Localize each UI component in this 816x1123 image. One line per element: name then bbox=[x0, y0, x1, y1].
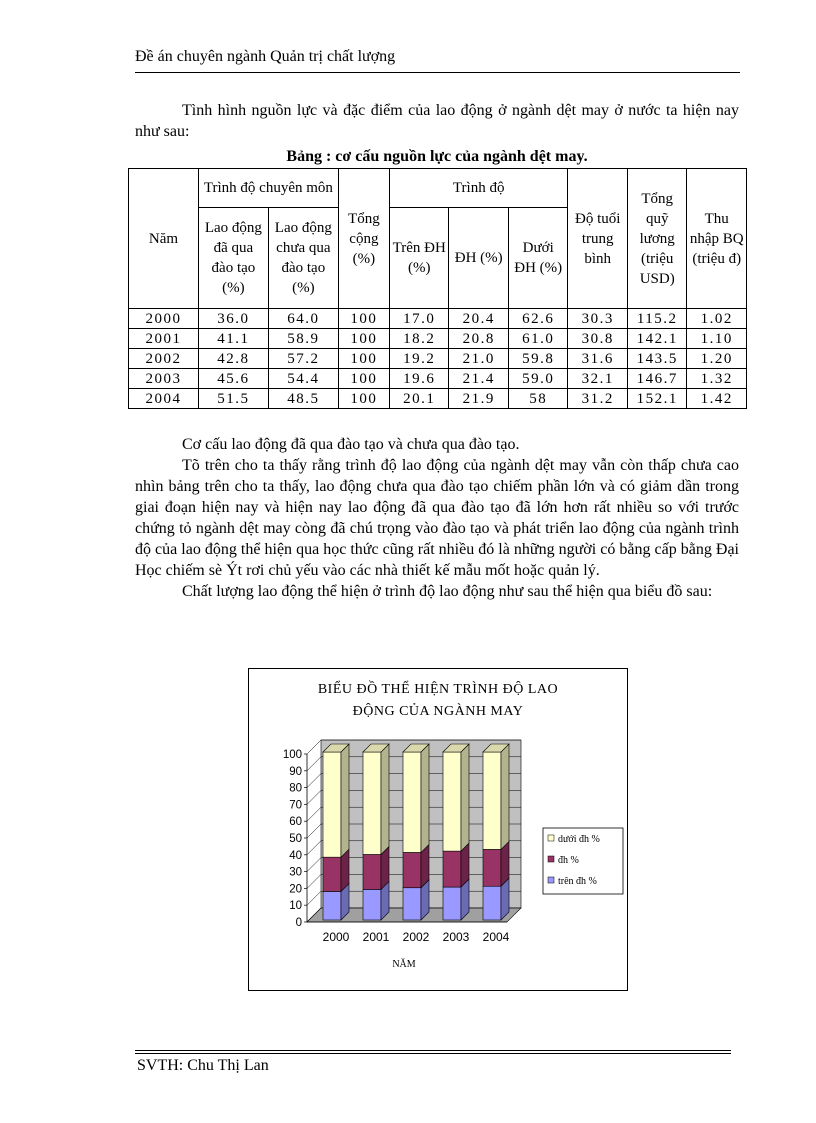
table-cell: 100 bbox=[338, 389, 389, 409]
table-row bbox=[129, 369, 747, 389]
bar-segment bbox=[323, 752, 341, 857]
table-cell: 41.1 bbox=[198, 329, 268, 349]
body-text bbox=[135, 434, 739, 602]
stacked-bar-chart bbox=[249, 669, 627, 990]
bar-segment bbox=[363, 752, 381, 854]
table-cell: 45.6 bbox=[198, 369, 268, 389]
table-cell: 58 bbox=[508, 389, 568, 409]
y-tick-label: 10 bbox=[289, 900, 302, 913]
bar-side bbox=[501, 744, 509, 849]
th-level-group: Trình độ bbox=[389, 169, 568, 208]
th-training-group: Trình độ chuyên môn bbox=[198, 169, 338, 208]
table-cell: 20.1 bbox=[389, 389, 449, 409]
y-tick-label: 40 bbox=[289, 849, 302, 862]
th-age: Độ tuổi trung bình bbox=[568, 169, 628, 309]
gridline-diag bbox=[307, 774, 321, 788]
bar-side bbox=[461, 744, 469, 851]
table-cell: 1.10 bbox=[687, 329, 747, 349]
page-header: Đề án chuyên ngành Quản trị chất lượng bbox=[135, 48, 396, 65]
table-row bbox=[129, 389, 747, 409]
table-cell: 42.8 bbox=[198, 349, 268, 369]
bar-segment bbox=[443, 851, 461, 887]
th-university: ĐH (%) bbox=[449, 208, 509, 309]
table-cell: 2003 bbox=[129, 369, 199, 389]
th-above: Trên ĐH (%) bbox=[389, 208, 449, 309]
gridline-diag bbox=[307, 891, 321, 905]
table-cell: 59.0 bbox=[508, 369, 568, 389]
table-row bbox=[129, 309, 747, 329]
legend-swatch bbox=[548, 856, 554, 862]
bar-segment bbox=[323, 857, 341, 891]
table-cell: 61.0 bbox=[508, 329, 568, 349]
table-cell: 1.42 bbox=[687, 389, 747, 409]
table-cell: 2004 bbox=[129, 389, 199, 409]
table-row bbox=[129, 329, 747, 349]
bar-segment bbox=[483, 752, 501, 849]
table-cell: 2000 bbox=[129, 309, 199, 329]
table-cell: 100 bbox=[338, 329, 389, 349]
table-cell: 2001 bbox=[129, 329, 199, 349]
chart-title-line1: BIỂU ĐỒ THỂ HIỆN TRÌNH ĐỘ LAO bbox=[317, 682, 559, 697]
gridline-diag bbox=[307, 740, 321, 754]
table-cell: 143.5 bbox=[627, 349, 687, 369]
th-below: Dưới ĐH (%) bbox=[508, 208, 568, 309]
x-tick-label: 2001 bbox=[362, 930, 390, 944]
y-tick-label: 80 bbox=[289, 782, 302, 795]
table-cell: 2002 bbox=[129, 349, 199, 369]
y-tick-label: 70 bbox=[289, 799, 302, 812]
table-cell: 57.2 bbox=[268, 349, 338, 369]
table-cell: 1.20 bbox=[687, 349, 747, 369]
gridline-diag bbox=[307, 841, 321, 855]
bar-segment bbox=[483, 849, 501, 886]
header-rule bbox=[135, 72, 740, 73]
footer-rule-2 bbox=[135, 1053, 731, 1054]
legend-label: trên đh % bbox=[558, 876, 597, 887]
table-cell: 1.02 bbox=[687, 309, 747, 329]
y-tick-label: 0 bbox=[295, 917, 302, 929]
table-cell: 146.7 bbox=[627, 369, 687, 389]
table-cell: 100 bbox=[338, 349, 389, 369]
y-tick-label: 20 bbox=[289, 883, 302, 896]
bar-side bbox=[421, 744, 429, 852]
table-cell: 19.2 bbox=[389, 349, 449, 369]
table-cell: 36.0 bbox=[198, 309, 268, 329]
y-tick-label: 90 bbox=[289, 765, 302, 778]
x-axis-label: NĂM bbox=[392, 959, 416, 970]
th-year: Năm bbox=[129, 169, 199, 309]
table-cell: 48.5 bbox=[268, 389, 338, 409]
bar-segment bbox=[403, 852, 421, 887]
table-cell: 30.3 bbox=[568, 309, 628, 329]
legend-swatch bbox=[548, 877, 554, 883]
gridline-diag bbox=[307, 858, 321, 872]
table-row bbox=[129, 349, 747, 369]
table-cell: 100 bbox=[338, 309, 389, 329]
legend-label: đh % bbox=[558, 855, 579, 866]
bar-segment bbox=[403, 752, 421, 852]
table-cell: 21.4 bbox=[449, 369, 509, 389]
intro-paragraph: Tình hình nguồn lực và đặc điểm của lao động ở ngành dệt may ở nước ta hiện nay như sau: bbox=[135, 102, 739, 140]
table-cell: 19.6 bbox=[389, 369, 449, 389]
table-cell: 21.0 bbox=[449, 349, 509, 369]
table-cell: 32.1 bbox=[568, 369, 628, 389]
bar-segment bbox=[483, 886, 501, 920]
table-cell: 18.2 bbox=[389, 329, 449, 349]
table-cell: 17.0 bbox=[389, 309, 449, 329]
body-para2: Chất lượng lao động thể hiện ở trình độ lao động như sau thể hiện qua biểu đồ sau: bbox=[182, 583, 713, 600]
chart-title-line2: ĐỘNG CỦA NGÀNH MAY bbox=[352, 704, 524, 719]
table-cell: 152.1 bbox=[627, 389, 687, 409]
y-tick-label: 100 bbox=[282, 749, 302, 761]
workforce-table bbox=[128, 168, 747, 409]
legend-swatch bbox=[548, 835, 554, 841]
bar-segment bbox=[443, 887, 461, 920]
x-tick-label: 2000 bbox=[322, 930, 350, 944]
body-line1: Cơ cấu lao động đã qua đào tạo và chưa qua đào tạo. bbox=[182, 436, 520, 453]
bar-segment bbox=[323, 891, 341, 920]
gridline-diag bbox=[307, 824, 321, 838]
gridline-diag bbox=[307, 757, 321, 771]
table-cell: 58.9 bbox=[268, 329, 338, 349]
table-cell: 62.6 bbox=[508, 309, 568, 329]
page-footer: SVTH: Chu Thị Lan bbox=[137, 1057, 269, 1074]
table-cell: 1.32 bbox=[687, 369, 747, 389]
bar-side bbox=[341, 744, 349, 857]
bar-segment bbox=[403, 888, 421, 920]
legend-label: dưới đh % bbox=[558, 834, 600, 845]
bar-segment bbox=[443, 752, 461, 851]
table-cell: 21.9 bbox=[449, 389, 509, 409]
chart-container bbox=[248, 668, 628, 991]
table-cell: 20.8 bbox=[449, 329, 509, 349]
table-cell: 59.8 bbox=[508, 349, 568, 369]
gridline-diag bbox=[307, 874, 321, 888]
x-tick-label: 2004 bbox=[482, 930, 510, 944]
table-cell: 100 bbox=[338, 369, 389, 389]
x-tick-label: 2003 bbox=[442, 930, 470, 944]
table-cell: 51.5 bbox=[198, 389, 268, 409]
footer-rule bbox=[135, 1050, 731, 1051]
bar-segment bbox=[363, 854, 381, 889]
th-total: Tổng cộng (%) bbox=[338, 169, 389, 309]
table-cell: 142.1 bbox=[627, 329, 687, 349]
table-caption: Bảng : cơ cấu nguồn lực của ngành dệt may. bbox=[286, 148, 588, 165]
y-tick-label: 60 bbox=[289, 816, 302, 829]
th-fund: Tổng quỹ lương (triệu USD) bbox=[627, 169, 687, 309]
table-cell: 20.4 bbox=[449, 309, 509, 329]
table-cell: 54.4 bbox=[268, 369, 338, 389]
th-trained: Lao động đã qua đào tạo (%) bbox=[198, 208, 268, 309]
bar-side bbox=[381, 744, 389, 854]
table-cell: 30.8 bbox=[568, 329, 628, 349]
th-income: Thu nhập BQ (triệu đ) bbox=[687, 169, 747, 309]
y-tick-label: 30 bbox=[289, 866, 302, 879]
y-tick-label: 50 bbox=[289, 833, 302, 845]
body-para1: Tõ trên cho ta thấy rằng trình độ lao động của ngành dệt may vẫn còn thấp chưa cao nhìn bảng trên cho ta thấy, lao động chưa qua đào tạo chiếm phần lớn và có giảm dần trong giai đoạn hiện nay và hiện nay lao động đã qua đào tạo đã lớn hơn rất nhiều so với trước chứng tỏ ngành dệt may còng đã chú trọng vào đào tạo và phát triển lao động của ngành trình độ của lao động thể hiện qua học thức cũng rất nhiều đó là những người có bằng cấp bằng Đại Học chiếm sè Ýt rơi chủ yếu vào các nhà thiết kế mẫu mốt hoặc quản lý. bbox=[135, 457, 739, 579]
bar-segment bbox=[363, 889, 381, 920]
table-cell: 31.2 bbox=[568, 389, 628, 409]
table-cell: 115.2 bbox=[627, 309, 687, 329]
gridline-diag bbox=[307, 807, 321, 821]
th-untrained: Lao động chưa qua đào tạo (%) bbox=[268, 208, 338, 309]
table-cell: 31.6 bbox=[568, 349, 628, 369]
x-tick-label: 2002 bbox=[402, 930, 430, 944]
gridline-diag bbox=[307, 790, 321, 804]
table-cell: 64.0 bbox=[268, 309, 338, 329]
